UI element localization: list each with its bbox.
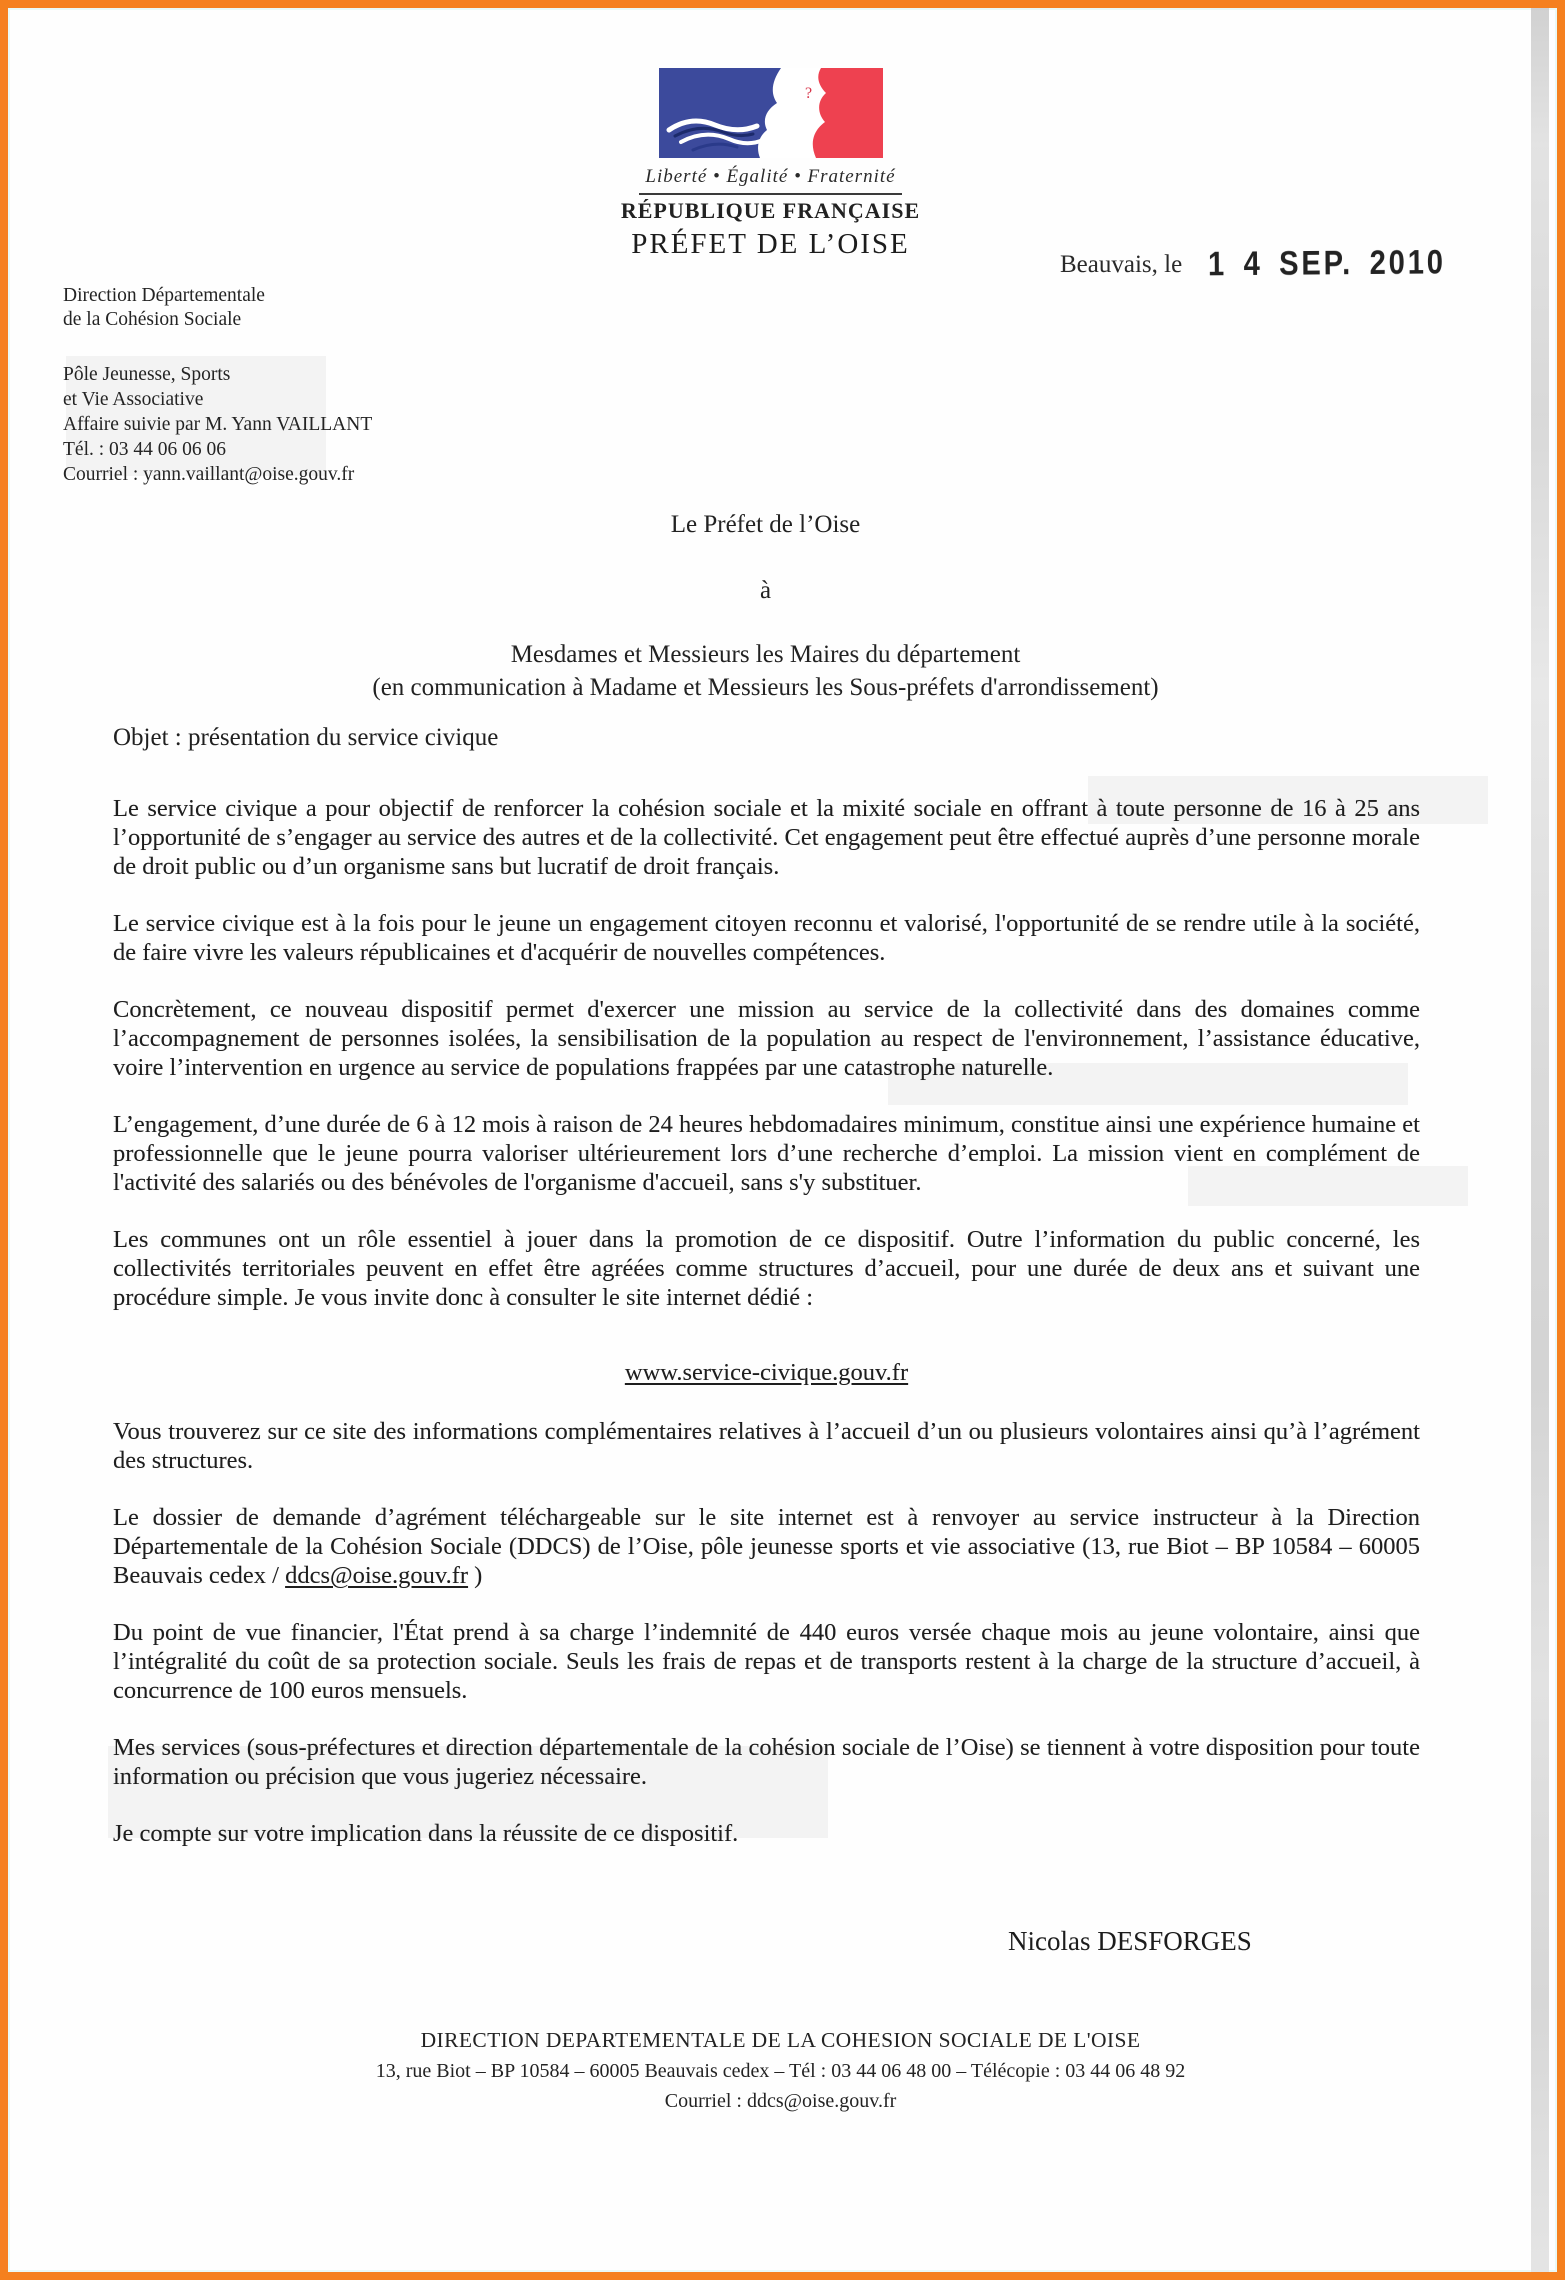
date-stamp: 1 4 SEP. 2010 [1208,241,1447,284]
recipient-line: (en communication à Madame et Messieurs les Sous-préfets d'arrondissement) [372,674,1159,701]
body-paragraph: Le service civique est à la fois pour le jeune un engagement citoyen reconnu et valorisé, l'opportunité de se rendre utile à la société, de faire vivre les valeurs républicaines et d'acquérir de nouvelles compétences. [113,910,1420,966]
sender-line: et Vie Associative [63,389,204,410]
letterhead [8,68,1533,261]
recipient-line: Mesdames et Messieurs les Maires du département [510,641,1021,668]
scan-edge-artifact [1531,8,1549,2272]
to-preposition: à [759,577,772,604]
signature-name: Nicolas DESFORGES [1008,1926,1252,1956]
from-title: Le Préfet de l’Oise [670,511,861,538]
service-civique-link[interactable]: www.service-civique.gouv.fr [624,1359,909,1386]
paragraph-text: ) [468,1562,483,1589]
ddcs-email-link[interactable]: ddcs@oise.gouv.fr [285,1562,469,1589]
body-paragraph: Mes services (sous-préfectures et direction départementale de la cohésion sociale de l’Oise) se tiennent à votre disposition pour toute information ou précision que vous jugeriez nécessaire. [113,1734,1420,1790]
paragraph-text: Le dossier de demande d’agrément téléchargeable sur le site internet est à renvoyer au service instructeur à la Direction Départementale de la Cohésion Sociale (DDCS) de l’Oise, pôle jeunesse sports et vie associative (13, rue Biot – BP 10584 – 60005 Beauvais cedex / [113,1504,1420,1589]
footer-email: Courriel : ddcs@oise.gouv.fr [664,2090,897,2112]
svg-text:?: ? [804,85,812,102]
body-paragraph: L’engagement, d’une durée de 6 à 12 mois à raison de 24 heures hebdomadaires minimum, constitue ainsi une expérience humaine et professionnelle que le jeune pourra valoriser ultérieurement lors d’une recherche d’emploi. La mission vient en complément de l'activité des salariés ou des bénévoles de l'organisme d'accueil, sans s'y substituer. [113,1111,1420,1196]
sender-line: de la Cohésion Sociale [63,309,242,330]
body-paragraph: Le service civique a pour objectif de renforcer la cohésion sociale et la mixité sociale en offrant à toute personne de 16 à 25 ans l’opportunité de s’engager au service des autres et de la collectivité. Cet engagement peut être effectué auprès d’une personne morale de droit public ou d’un organisme sans but lucratif de droit français. [113,795,1420,880]
marianne-logo-icon [659,68,883,158]
sender-line: Pôle Jeunesse, Sports [63,364,231,385]
letter-body [113,794,1420,1876]
motto-line: Liberté • Égalité • Fraternité [639,166,901,195]
address-block [113,511,1418,702]
site-link-row [113,1358,1420,1387]
republic-title: RÉPUBLIQUE FRANÇAISE [620,198,921,223]
sender-block [63,284,372,487]
sender-phone: Tél. : 03 44 06 06 06 [63,439,227,460]
subject-line: Objet : présentation du service civique [113,724,499,751]
place-label: Beauvais, le [1060,251,1183,278]
prefect-title: PRÉFET DE L’OISE [631,228,910,260]
sender-line: Direction Départementale [63,285,265,306]
body-paragraph: Concrètement, ce nouveau dispositif permet d'exercer une mission au service de la collectivité dans des domaines comme l’accompagnement de personnes isolées, la sensibilisation de la population au respect de l'environnement, l’assistance éducative, voire l’intervention en urgence au service de populations frappées par une catastrophe naturelle. [113,996,1420,1081]
body-paragraph: Du point de vue financier, l'État prend à sa charge l’indemnité de 440 euros versée chaque mois au jeune volontaire, ainsi que l’intégralité du coût de sa protection sociale. Seuls les frais de repas et de transports restent à la charge de la structure d’accueil, à concurrence de 100 euros mensuels. [113,1619,1420,1704]
body-paragraph [113,1503,1420,1590]
sender-line: Affaire suivie par M. Yann VAILLANT [63,414,373,435]
body-paragraph: Vous trouverez sur ce site des informations complémentaires relatives à l’accueil d’un ou plusieurs volontaires ainsi qu’à l’agrément des structures. [113,1418,1420,1474]
footer-address-phone: 13, rue Biot – BP 10584 – 60005 Beauvais cedex – Tél : 03 44 06 48 00 – Télécopie : 03 44 06 48 92 [375,2060,1186,2082]
letter-footer [113,2028,1448,2113]
place-and-date [1060,241,1461,284]
body-paragraph: Les communes ont un rôle essentiel à jouer dans la promotion de ce dispositif. Outre l’information du public concerné, les collectivités territoriales peuvent en effet être agréées comme structures d’accueil, pour une durée de deux ans et suivant une procédure simple. Je vous invite donc à consulter le site internet dédié : [113,1226,1420,1311]
footer-org-name: DIRECTION DEPARTEMENTALE DE LA COHESION SOCIALE DE L'OISE [420,2028,1141,2052]
sender-email: Courriel : yann.vaillant@oise.gouv.fr [63,464,355,485]
body-paragraph: Je compte sur votre implication dans la réussite de ce dispositif. [113,1820,739,1847]
